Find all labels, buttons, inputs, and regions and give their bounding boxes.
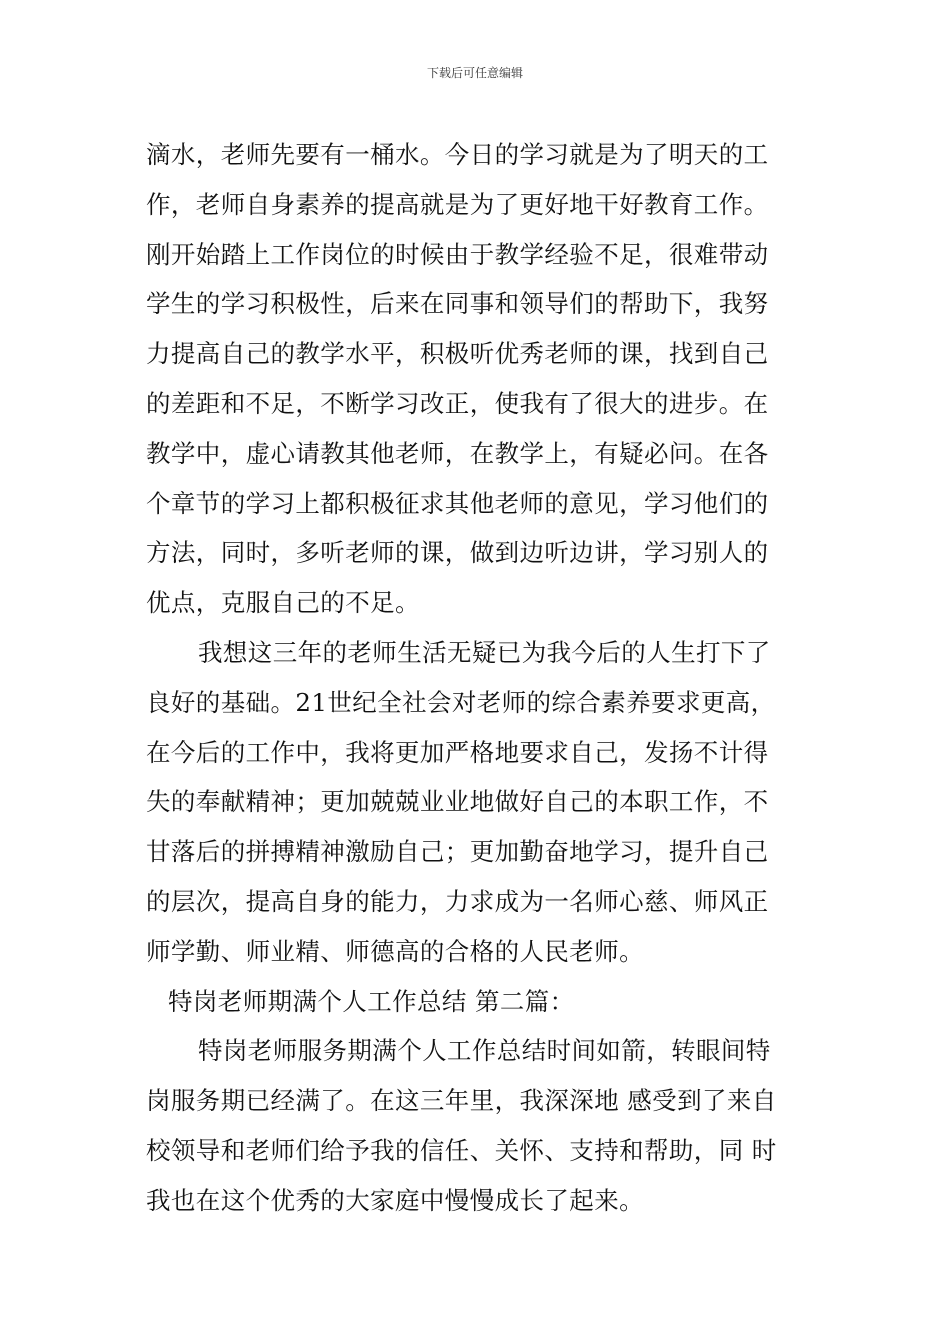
text-line: 滴水，老师先要有一桶水。今日的学习就是为了明天的工: [146, 140, 769, 169]
text-line: 良好的基础。21世纪全社会对老师的综合素养要求更高，: [146, 687, 776, 717]
paragraph-start-line: 我想这三年的老师生活无疑已为我今后的人生打下了: [198, 637, 771, 667]
text-line: 的差距和不足，不断学习改正，使我有了很大的进步。在: [146, 388, 769, 418]
text-line: 甘落后的拼搏精神激励自己；更加勤奋地学习，提升自己: [146, 837, 769, 867]
text-line: 校领导和老师们给予我的信任、关怀、支持和帮助，同 时: [146, 1135, 777, 1165]
text-line: 刚开始踏上工作岗位的时候由于教学经验不足，很难带动: [146, 239, 769, 269]
text-line: 我也在这个优秀的大家庭中慢慢成长了起来。: [146, 1185, 644, 1215]
section-heading: 特岗老师期满个人工作总结 第二篇：: [168, 986, 575, 1016]
text-line: 师学勤、师业精、师德高的合格的人民老师。: [146, 936, 644, 966]
text-line: 力提高自己的教学水平，积极听优秀老师的课，找到自己: [146, 339, 769, 369]
text-line: 个章节的学习上都积极征求其他老师的意见，学习他们的: [146, 488, 769, 518]
text-line: 作，老师自身素养的提高就是为了更好地干好教育工作。: [146, 189, 769, 219]
paragraph-start-line: 特岗老师服务期满个人工作总结时间如箭，转眼间特: [198, 1036, 771, 1066]
text-line: 的层次，提高自身的能力，力求成为一名师心慈、师风正: [146, 886, 769, 916]
text-line: 在今后的工作中，我将更加严格地要求自己，发扬不计得: [146, 737, 769, 767]
document-body: [146, 130, 811, 1226]
text-line: 教学中，虚心请教其他老师，在教学上，有疑必问。在各: [146, 438, 769, 468]
text-line: 失的奉献精神；更加兢兢业业地做好自己的本职工作，不: [146, 787, 769, 817]
text-line: 岗服务期已经满了。在这三年里，我深深地 感受到了来自: [146, 1086, 777, 1116]
text-line: 方法，同时，多听老师的课，做到边听边讲，学习别人的: [146, 538, 769, 568]
text-line: 优点，克服自己的不足。: [146, 588, 420, 618]
page-header: 下载后可任意编辑: [426, 66, 523, 80]
text-line: 学生的学习积极性，后来在同事和领导们的帮助下，我努: [146, 289, 769, 319]
